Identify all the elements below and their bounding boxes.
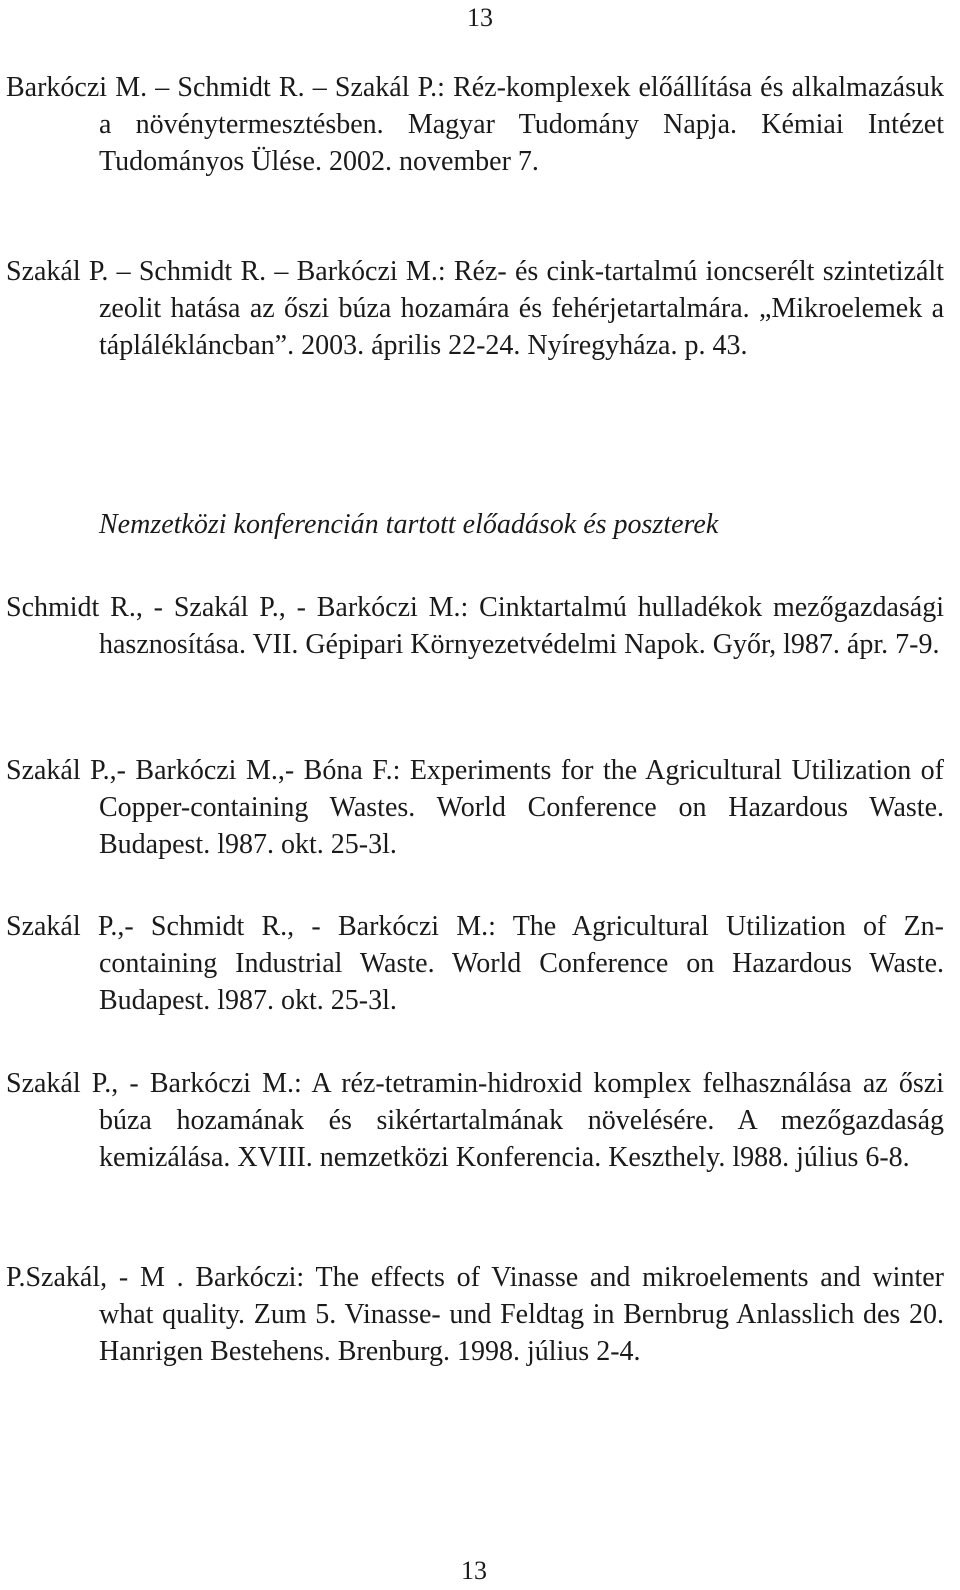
reference-entry: Schmidt R., - Szakál P., - Barkóczi M.: Cinktartalmú hulladékok mezőgazdasági hasznosítása. VII. Gépipari Környezetvédelmi Napok. Győr, l987. ápr. 7-9. — [6, 592, 944, 660]
page-number-bottom: 13 — [461, 1556, 487, 1585]
reference-entry: Szakál P., - Barkóczi M.: A réz-tetramin-hidroxid komplex felhasználása az őszi búza hozamának és sikértartalmának növelésére. A mezőgazdaság kemizálása. XVIII. nemzetközi Konferencia. Keszthely. l988. július 6-8. — [6, 1068, 944, 1173]
reference-entry: P.Szakál, - M . Barkóczi: The effects of Vinasse and mikroelements and winter what quality. Zum 5. Vinasse- und Feldtag in Bernbrug Anlasslich des 20. Hanrigen Bestehens. Brenburg. 1998. július 2-4. — [6, 1262, 944, 1367]
reference-entry: Szakál P.,- Barkóczi M.,- Bóna F.: Experiments for the Agricultural Utilization of Copper-containing Wastes. World Conference on Hazardous Waste. Budapest. l987. okt. 25-3l. — [6, 755, 944, 860]
page-number-top: 13 — [467, 3, 493, 32]
section-heading: Nemzetközi konferencián tartott előadások és poszterek — [99, 509, 719, 540]
reference-entry: Barkóczi M. – Schmidt R. – Szakál P.: Réz-komplexek előállítása és alkalmazásuk a növénytermesztésben. Magyar Tudomány Napja. Kémiai Intézet Tudományos Ülése. 2002. november 7. — [6, 72, 944, 177]
reference-entry: Szakál P.,- Schmidt R., - Barkóczi M.: The Agricultural Utilization of Zn-containing Industrial Waste. World Conference on Hazardous Waste. Budapest. l987. okt. 25-3l. — [6, 911, 944, 1016]
reference-entry: Szakál P. – Schmidt R. – Barkóczi M.: Réz- és cink-tartalmú ioncserélt szintetizált zeolit hatása az őszi búza hozamára és fehérjetartalmára. „Mikroelemek a táplálékláncban”. 2003. április 22-24. Nyíregyháza. p. 43. — [6, 256, 944, 361]
